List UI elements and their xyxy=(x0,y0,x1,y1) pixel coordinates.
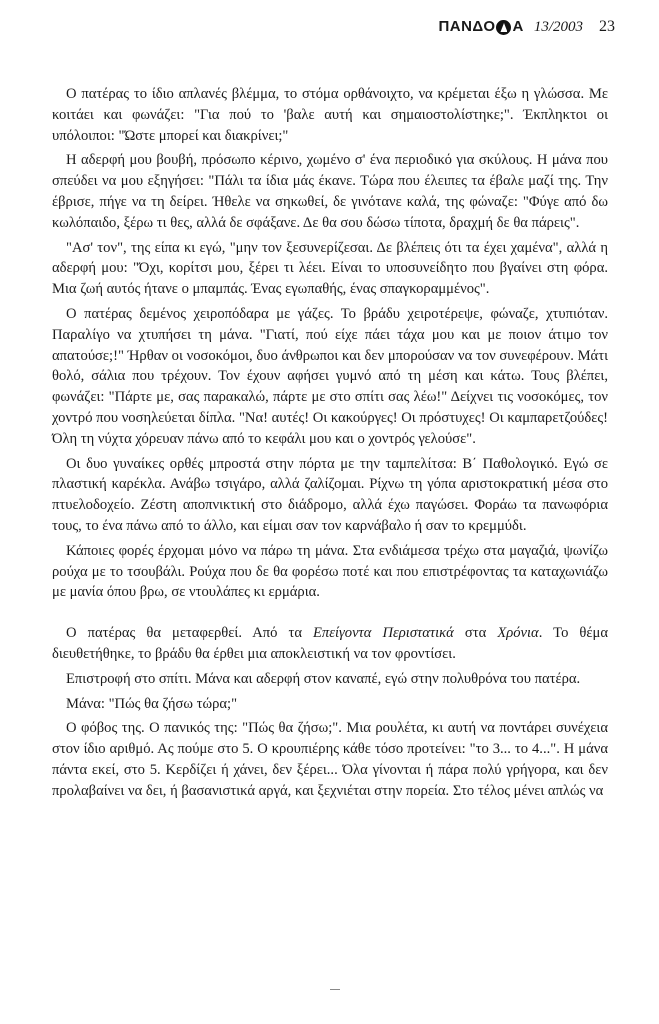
brand-text-left: ΠΑΝΔΟ xyxy=(438,18,496,35)
paragraph: Η αδερφή μου βουβή, πρόσωπο κέρινο, χωμένο σ' ένα περιοδικό για σκύλους. Η μάνα που σπεύδει να μου εξηγήσει: "Πάλι τα ίδια μάς έκανε. Τώρα που έλειπες τα έβαλε μαζί της. Την έβρισε, πήγε να τη δείρει. Ήθελε να σηκωθεί, δε γινότανε καλά, της φώναζε: "Φύγε από δω κωλόπαιδο, ξέρω τι θες, αλλά δε σφάξανε. Δε θα σου δώσω τίποτα, δραχμή δε θα πάρεις". xyxy=(52,152,608,231)
paragraph: Οι δυο γυναίκες ορθές μπροστά στην πόρτα με την ταμπελίτσα: Β΄ Παθολογικό. Εγώ σε πλαστική καρέκλα. Ανάβω τσιγάρο, αλλά ζαλίζομαι. Ρίχνω τη γόπα αριστοκρατική μέσα στο πτυελοδοχείο. Ζέστη αποπνικτική στο διάδρομο, αλλά έχω παγώσει. Φοράω τα πανωφόρια τους, το ένα πάνω από το άλλο, και είμαι σαν τον καρνάβαλο ή σαν το κρεμμύδι. xyxy=(52,455,608,534)
emphasis-text: Επείγοντα Περιστατικά xyxy=(313,625,454,642)
text-run: Ο πατέρας θα μεταφερθεί. Από τα xyxy=(66,625,313,642)
brand-logo-icon xyxy=(496,20,511,35)
emphasis-text: Χρόνια xyxy=(497,625,539,642)
paragraph: Ο πατέρας δεμένος χειροπόδαρα με γάζες. Το βράδυ χειροτέρεψε, φώναζε, χτυπιόταν. Παραλίγο να χτυπήσει τη μάνα. "Γιατί, πού είχε πάει τάχα μου και με ποιον άτιμο τον απατούσε;!" Ήρθαν οι νοσοκόμοι, δυο άνθρωποι και δεν μπορούσαν να τον συνεφέρουν. Μάτι θολό, σάλια που τρέχουν. Τον έχουν αφήσει γυμνό από τη μέση και κάτω. Τους βλέπει, φωνάζει: "Πάρτε με, σας παρακαλώ, πάρτε με στο σπίτι σας λέω!" Δείχνει τις νοσοκόμες, τον χοντρό που νοσηλεύεται δίπλα. "Να! αυτές! Οι κακούργες! Οι πρόστυχες! Οι καμπαρετζούδες! Όλη τη νύχτα χόρευαν πάνω από το κεφάλι μου και ο χοντρός γελούσε". xyxy=(52,305,608,447)
text-run: . Το θέμα διευθετήθηκε, το βράδυ θα έρθει μια αποκλειστική να τον φροντίσει. xyxy=(52,625,608,662)
page-number: 23 xyxy=(599,18,615,35)
paragraph: Ο φόβος της. Ο πανικός της: "Πώς θα ζήσω;". Μια ρουλέτα, κι αυτή να ποντάρει συνέχεια στον ίδιο αριθμό. Ας πούμε στο 5. Ο κρουπιέρης κάθε τόσο προτείνει: "το 3... το 4...". Η μάνα πάντα εκεί, στο 5. Κερδίζει ή χάνει, δεν ξέρει... Όλα γίνονται ή πάρα πολύ γρήγορα, και δεν προλαβαίνει να δει, ή βασανιστικά αργά, και ξεχνιέται στην πορεία. Στο τέλος μένει απλώς να xyxy=(52,720,608,799)
article-body xyxy=(52,84,608,806)
paragraph: "Ασ' τον", της είπα κι εγώ, "μην τον ξεσυνερίζεσαι. Δε βλέπεις ότι τα έχει χαμένα", αλλά η αδερφή μου: "Όχι, κορίτσι μου, ξέρει τι λέει. Είναι το υποσυνείδητο που βγαίνει στη φόρα. Μια ζωή αυτός ήτανε ο μπαμπάς. Ένας εγωπαθής, ένας σπαγκοραμμένος". xyxy=(52,239,608,298)
paragraph: Κάποιες φορές έρχομαι μόνο να πάρω τη μάνα. Στα ενδιάμεσα τρέχω στα μαγαζιά, ψωνίζω ρούχα με το τσουβάλι. Ρούχα που δε θα φορέσω ποτέ και που επιστρέφοντας τα καταχωνιάζω με μανία όπου βρω, σε ντουλάπες κι ερμάρια. xyxy=(52,542,608,601)
paragraph-transfer xyxy=(52,623,608,665)
paragraph: Επιστροφή στο σπίτι. Μάνα και αδερφή στον καναπέ, εγώ στην πολυθρόνα του πατέρα. xyxy=(66,670,581,687)
issue-number: 13/2003 xyxy=(533,19,583,35)
brand-text-right: Α xyxy=(512,18,524,35)
paragraph-dialogue: Μάνα: "Πώς θα ζήσω τώρα;" xyxy=(66,695,238,712)
page-header xyxy=(438,18,615,36)
footer-mark xyxy=(330,989,340,990)
text-run: στα xyxy=(453,625,498,642)
magazine-brand xyxy=(438,18,523,35)
paragraph: Ο πατέρας το ίδιο απλανές βλέμμα, το στόμα ορθάνοιχτο, να κρέμεται έξω η γλώσσα. Με κοιτάει και φωνάζει: "Για πού το 'βαλε αυτή και σημαιοστολίστηκε;". Έκπληκτοι οι υπόλοιποι: "Ώστε μπορεί και διακρίνει;" xyxy=(52,86,608,144)
